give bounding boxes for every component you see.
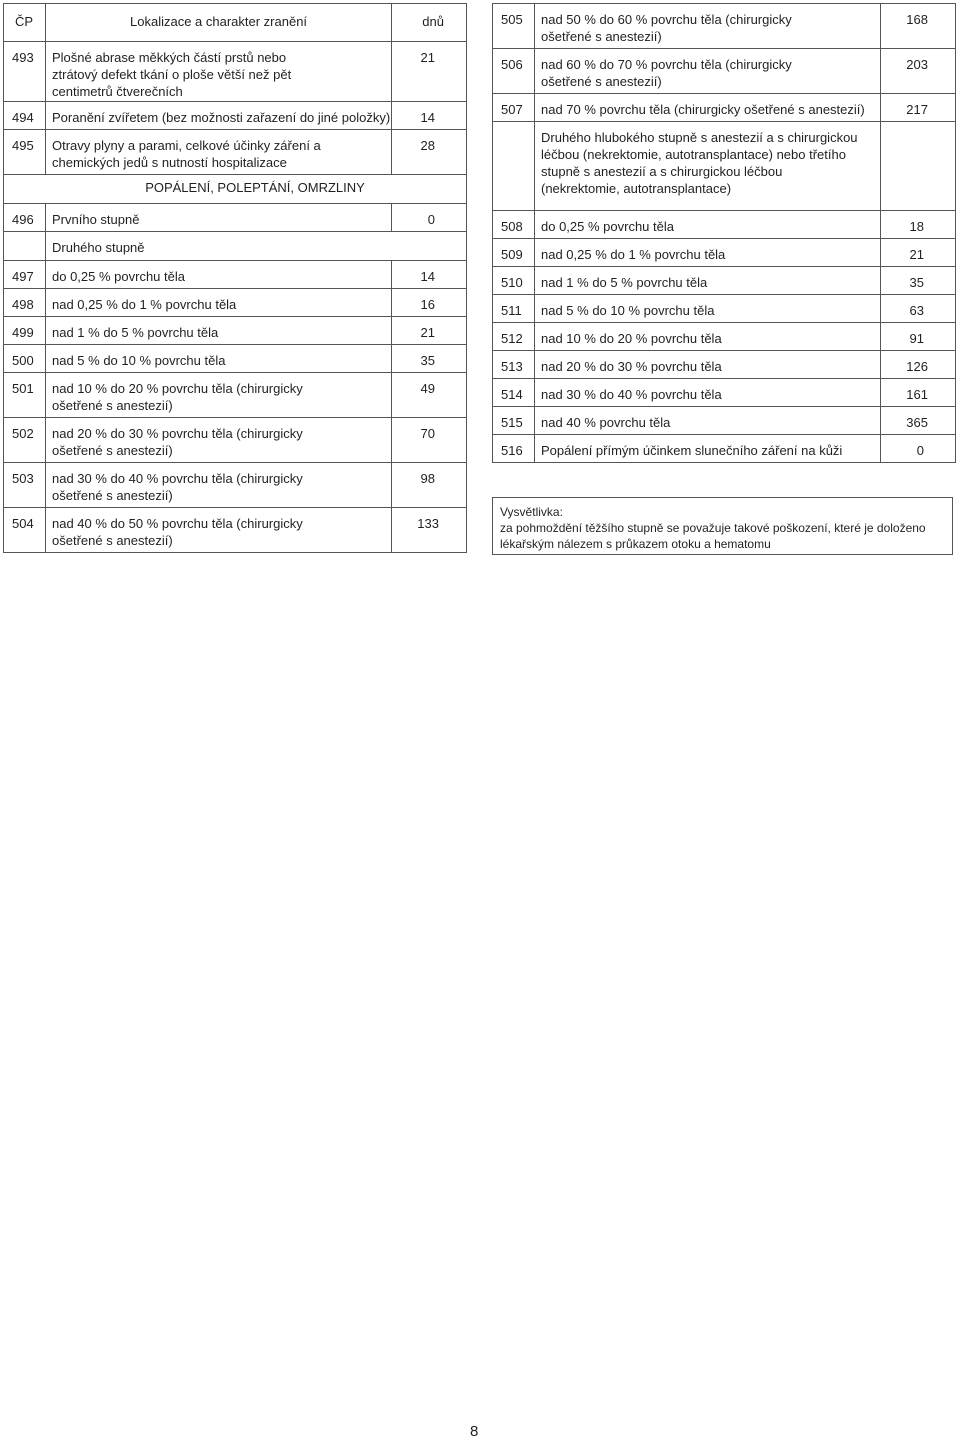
row-days: 16 [392, 288, 467, 316]
table-row [4, 507, 467, 552]
row-description: Prvního stupně [46, 203, 392, 231]
row-description: nad 20 % do 30 % povrchu těla [535, 351, 881, 379]
row-cp: 509 [493, 239, 535, 267]
table-row [493, 49, 956, 94]
note-text: za pohmoždění těžšího stupně se považuje takové poškození, které je doloženo lékařským nálezem s průkazem otoku a hematomu [500, 521, 926, 552]
table-row [4, 129, 467, 174]
row-cp: 493 [4, 42, 46, 102]
row-cp: 513 [493, 351, 535, 379]
row-cp: 512 [493, 323, 535, 351]
row-days: 35 [881, 267, 956, 295]
row-description: nad 0,25 % do 1 % povrchu těla [46, 288, 392, 316]
row-days: 365 [881, 407, 956, 435]
table-row [493, 323, 956, 351]
explanatory-note [492, 497, 953, 555]
row-description: Poranění zvířetem (bez možnosti zařazení do jiné položky) [46, 101, 392, 129]
row-description: Popálení přímým účinkem slunečního záření na kůži [535, 435, 881, 463]
table-row [4, 260, 467, 288]
row-days: 126 [881, 351, 956, 379]
table-row [4, 462, 467, 507]
row-description: nad 0,25 % do 1 % povrchu těla [535, 239, 881, 267]
table-row [4, 101, 467, 129]
row-days: 28 [392, 129, 467, 174]
note-title: Vysvětlivka: [500, 505, 563, 519]
table-row [493, 407, 956, 435]
row-description: Plošné abrase měkkých částí prstů nebo ztrátový defekt tkání o ploše větší než pět centimetrů čtverečních [46, 42, 392, 102]
row-cp: 515 [493, 407, 535, 435]
table-row [4, 42, 467, 102]
right-table [492, 3, 956, 463]
subsection-row [4, 231, 467, 260]
row-days: 63 [881, 295, 956, 323]
row-cp: 500 [4, 344, 46, 372]
row-cp: 508 [493, 211, 535, 239]
row-cp: 499 [4, 316, 46, 344]
row-days: 133 [392, 507, 467, 552]
row-cp: 496 [4, 203, 46, 231]
row-description: nad 5 % do 10 % povrchu těla [46, 344, 392, 372]
row-days: 98 [392, 462, 467, 507]
header-days: dnů [392, 4, 467, 42]
row-cp: 506 [493, 49, 535, 94]
deep-degree-title: Druhého hlubokého stupně s anestezií a s chirurgickou léčbou (nekrektomie, autotransplantace) nebo třetího stupně s anestezií a s chirurgickou léčbou (nekrektomie, autotransplantace) [535, 122, 881, 211]
row-days: 18 [881, 211, 956, 239]
row-description: nad 40 % povrchu těla [535, 407, 881, 435]
row-cp: 516 [493, 435, 535, 463]
row-description: nad 10 % do 20 % povrchu těla [535, 323, 881, 351]
table-row [493, 295, 956, 323]
subsection-row [493, 122, 956, 211]
row-days: 35 [392, 344, 467, 372]
header-description: Lokalizace a charakter zranění [46, 4, 392, 42]
row-cp: 511 [493, 295, 535, 323]
table-row [493, 267, 956, 295]
table-row [4, 288, 467, 316]
row-days: 49 [392, 372, 467, 417]
table-row [4, 203, 467, 231]
row-cp: 502 [4, 417, 46, 462]
row-cp: 498 [4, 288, 46, 316]
row-cp: 503 [4, 462, 46, 507]
row-description: nad 1 % do 5 % povrchu těla [535, 267, 881, 295]
row-description: nad 40 % do 50 % povrchu těla (chirurgicky ošetřené s anestezií) [46, 507, 392, 552]
table-row [4, 344, 467, 372]
table-row [493, 435, 956, 463]
row-days: 168 [881, 4, 956, 49]
row-cp: 495 [4, 129, 46, 174]
table-row [493, 94, 956, 122]
row-days: 21 [881, 239, 956, 267]
row-cp: 507 [493, 94, 535, 122]
row-description: nad 30 % do 40 % povrchu těla [535, 379, 881, 407]
table-row [493, 211, 956, 239]
row-description: nad 10 % do 20 % povrchu těla (chirurgicky ošetřené s anestezií) [46, 372, 392, 417]
row-days: 91 [881, 323, 956, 351]
row-days: 14 [392, 101, 467, 129]
table-row [4, 372, 467, 417]
row-description: nad 5 % do 10 % povrchu těla [535, 295, 881, 323]
row-cp: 504 [4, 507, 46, 552]
table-row [4, 417, 467, 462]
table-row [493, 351, 956, 379]
row-days: 203 [881, 49, 956, 94]
row-description: do 0,25 % povrchu těla [46, 260, 392, 288]
row-days: 21 [392, 42, 467, 102]
row-description: nad 50 % do 60 % povrchu těla (chirurgicky ošetřené s anestezií) [535, 4, 881, 49]
table-header [4, 4, 467, 42]
row-days: 161 [881, 379, 956, 407]
row-days: 14 [392, 260, 467, 288]
row-cp: 494 [4, 101, 46, 129]
row-description: nad 30 % do 40 % povrchu těla (chirurgicky ošetřené s anestezií) [46, 462, 392, 507]
left-table [3, 3, 467, 553]
row-days: 0 [881, 435, 956, 463]
row-description: nad 70 % povrchu těla (chirurgicky ošetřené s anestezií) [535, 94, 881, 122]
row-description: nad 1 % do 5 % povrchu těla [46, 316, 392, 344]
row-days: 21 [392, 316, 467, 344]
second-degree-title: Druhého stupně [46, 231, 467, 260]
row-description: Otravy plyny a parami, celkové účinky záření a chemických jedů s nutností hospitalizace [46, 129, 392, 174]
row-days: 217 [881, 94, 956, 122]
section-row [4, 174, 467, 203]
table-row [493, 4, 956, 49]
row-cp: 505 [493, 4, 535, 49]
table-row [493, 379, 956, 407]
row-days: 70 [392, 417, 467, 462]
row-days: 0 [392, 203, 467, 231]
table-row [493, 239, 956, 267]
row-description: nad 60 % do 70 % povrchu těla (chirurgicky ošetřené s anestezií) [535, 49, 881, 94]
row-description: nad 20 % do 30 % povrchu těla (chirurgicky ošetřené s anestezií) [46, 417, 392, 462]
row-cp: 501 [4, 372, 46, 417]
section-title: POPÁLENÍ, POLEPTÁNÍ, OMRZLINY [4, 174, 467, 203]
row-description: do 0,25 % povrchu těla [535, 211, 881, 239]
row-cp: 514 [493, 379, 535, 407]
row-cp: 497 [4, 260, 46, 288]
table-row [4, 316, 467, 344]
page-number: 8 [470, 1423, 479, 1440]
header-cp: ČP [4, 4, 46, 42]
row-cp: 510 [493, 267, 535, 295]
